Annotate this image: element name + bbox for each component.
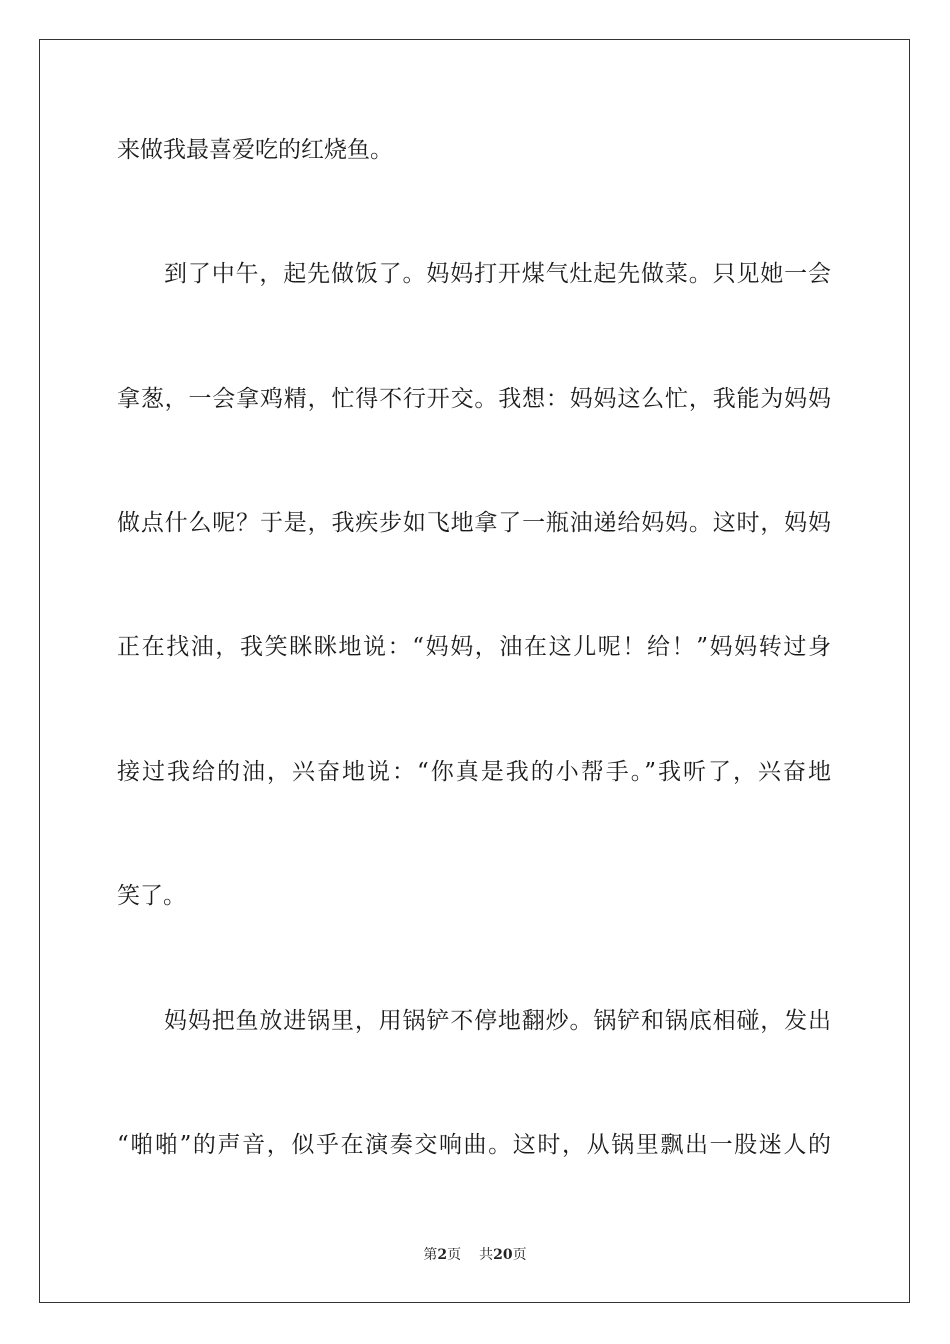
text-line-2: 到了中午，起先做饭了。妈妈打开煤气灶起先做菜。只见她一会 [164,261,831,287]
total-pages: 20 [493,1247,513,1263]
page-number: 2 [437,1247,448,1263]
text-line-3: 拿葱，一会拿鸡精，忙得不行开交。我想：妈妈这么忙，我能为妈妈 [117,386,831,412]
text-line-5: 正在找油，我笑眯眯地说：“妈妈，油在这儿呢！给！”妈妈转过身 [117,634,831,660]
text-line-4: 做点什么呢？于是，我疾步如飞地拿了一瓶油递给妈妈。这时，妈妈 [117,510,831,536]
page-border [39,39,910,1303]
text-line-6: 接过我给的油，兴奋地说：“你真是我的小帮手。”我听了，兴奋地 [117,759,831,785]
page-suffix: 页 [447,1247,462,1263]
text-line-7: 笑了。 [117,883,186,909]
page-prefix: 第 [423,1247,438,1263]
text-line-1: 来做我最喜爱吃的红烧鱼。 [117,137,393,163]
total-suffix: 页 [512,1247,527,1263]
total-prefix: 共 [479,1247,494,1263]
text-line-9: “啪啪”的声音，似乎在演奏交响曲。这时，从锅里飘出一股迷人的 [117,1132,831,1158]
text-line-8: 妈妈把鱼放进锅里，用锅铲不停地翻炒。锅铲和锅底相碰，发出 [164,1008,831,1034]
page-footer [0,1246,950,1264]
